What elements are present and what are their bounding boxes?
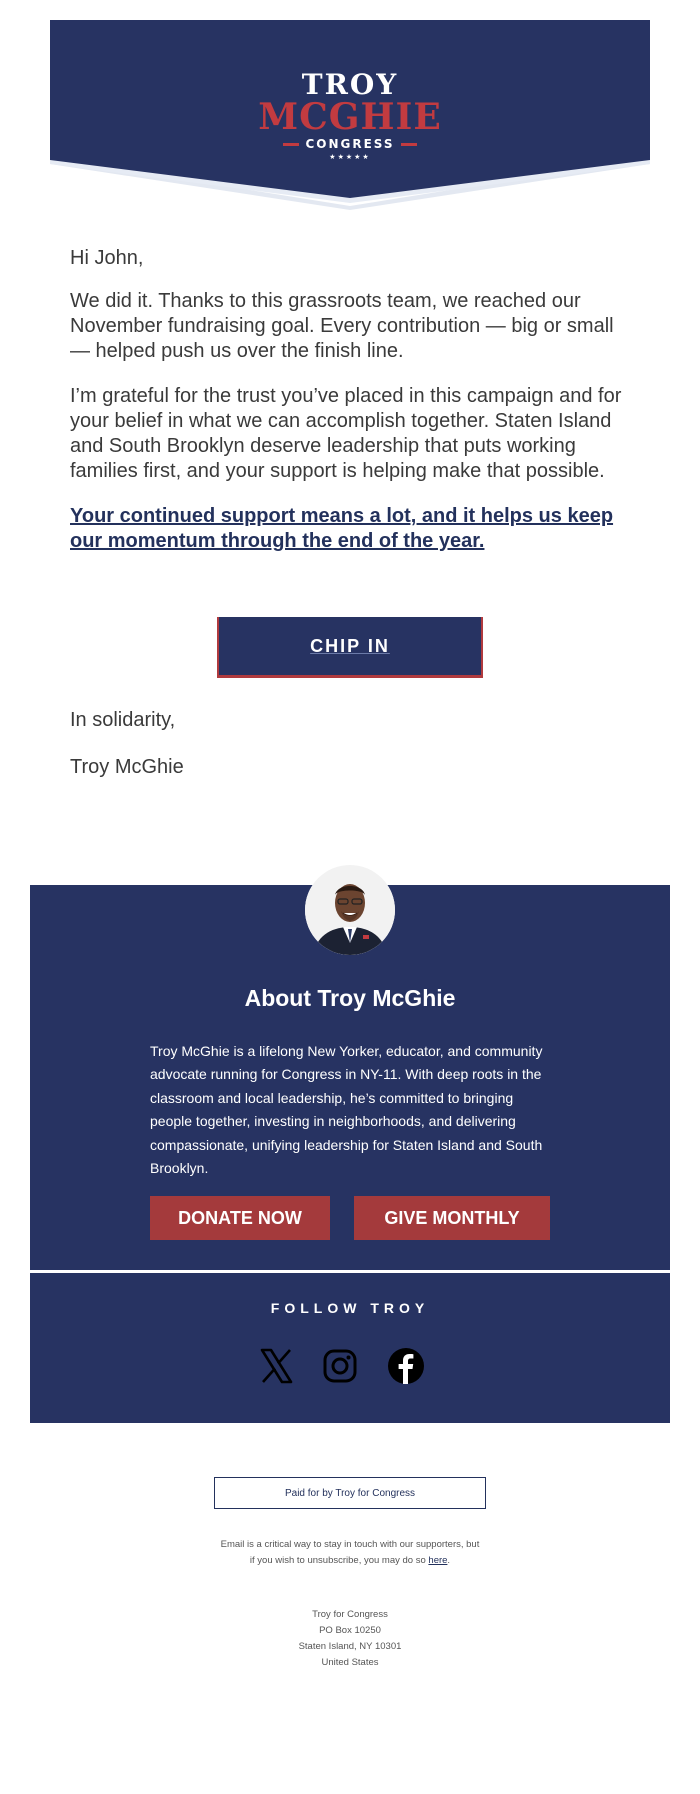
unsubscribe-period: . <box>447 1555 451 1566</box>
mailing-address <box>220 1607 480 1671</box>
logo-stars: ★★★★★ <box>329 154 371 161</box>
candidate-avatar <box>305 865 395 955</box>
paragraph-2: I’m grateful for the trust you’ve placed in this campaign and for your belief in what we can accomplish together. Staten Island and South Brooklyn deserve leadership that puts working families first, and your support is helping make that possible. <box>70 385 622 482</box>
chip-in-label: CHIP IN <box>310 635 390 656</box>
signature: Troy McGhie <box>70 756 184 778</box>
address-line-4: United States <box>321 1657 379 1668</box>
greeting: Hi John, <box>70 247 144 269</box>
support-link[interactable]: Your continued support means a lot, and it helps us keep our momentum through the end of the year. <box>70 505 614 552</box>
paid-for-disclaimer: Paid for by Troy for Congress <box>214 1477 486 1509</box>
address-line-3: Staten Island, NY 10301 <box>298 1641 402 1652</box>
address-line-1: Troy for Congress <box>312 1609 388 1620</box>
facebook-icon[interactable] <box>386 1346 426 1386</box>
address-line-2: PO Box 10250 <box>319 1625 381 1636</box>
header-banner <box>50 20 650 216</box>
logo-bar-right <box>401 143 417 146</box>
x-icon[interactable] <box>256 1346 296 1386</box>
unsubscribe-text <box>220 1537 480 1569</box>
give-monthly-button[interactable]: GIVE MONTHLY <box>354 1196 550 1240</box>
about-title: About Troy McGhie <box>244 985 456 1011</box>
signoff: In solidarity, <box>70 709 176 731</box>
logo-mcghie: MCGHIE <box>258 96 442 138</box>
email-body <box>70 246 630 554</box>
instagram-icon[interactable] <box>320 1346 360 1386</box>
logo-congress: CONGRESS <box>305 137 395 151</box>
logo-troy: TROY <box>301 68 399 101</box>
logo-bar-left <box>283 143 299 146</box>
candidate-photo <box>305 865 395 955</box>
unsubscribe-message: Email is a critical way to stay in touch with our supporters, but if you wish to unsubscribe, you may do so <box>220 1539 480 1566</box>
follow-title: FOLLOW TROY <box>270 1300 430 1316</box>
chip-in-button[interactable] <box>217 617 483 678</box>
about-text: Troy McGhie is a lifelong New Yorker, educator, and community advocate running for Congress in NY-11. With deep roots in the classroom and local leadership, he’s committed to bringing people together, investing in neighborhoods, and delivering compassionate, unifying leadership for Staten Island and South Brooklyn. <box>150 1043 543 1177</box>
logo-congress-row <box>50 137 650 151</box>
campaign-logo <box>50 70 650 161</box>
paragraph-1: We did it. Thanks to this grassroots team, we reached our November fundraising goal. Every contribution — big or small — helped push us over the finish line. <box>70 290 614 362</box>
unsubscribe-link[interactable]: here <box>428 1555 448 1566</box>
donate-now-button[interactable]: DONATE NOW <box>150 1196 330 1240</box>
